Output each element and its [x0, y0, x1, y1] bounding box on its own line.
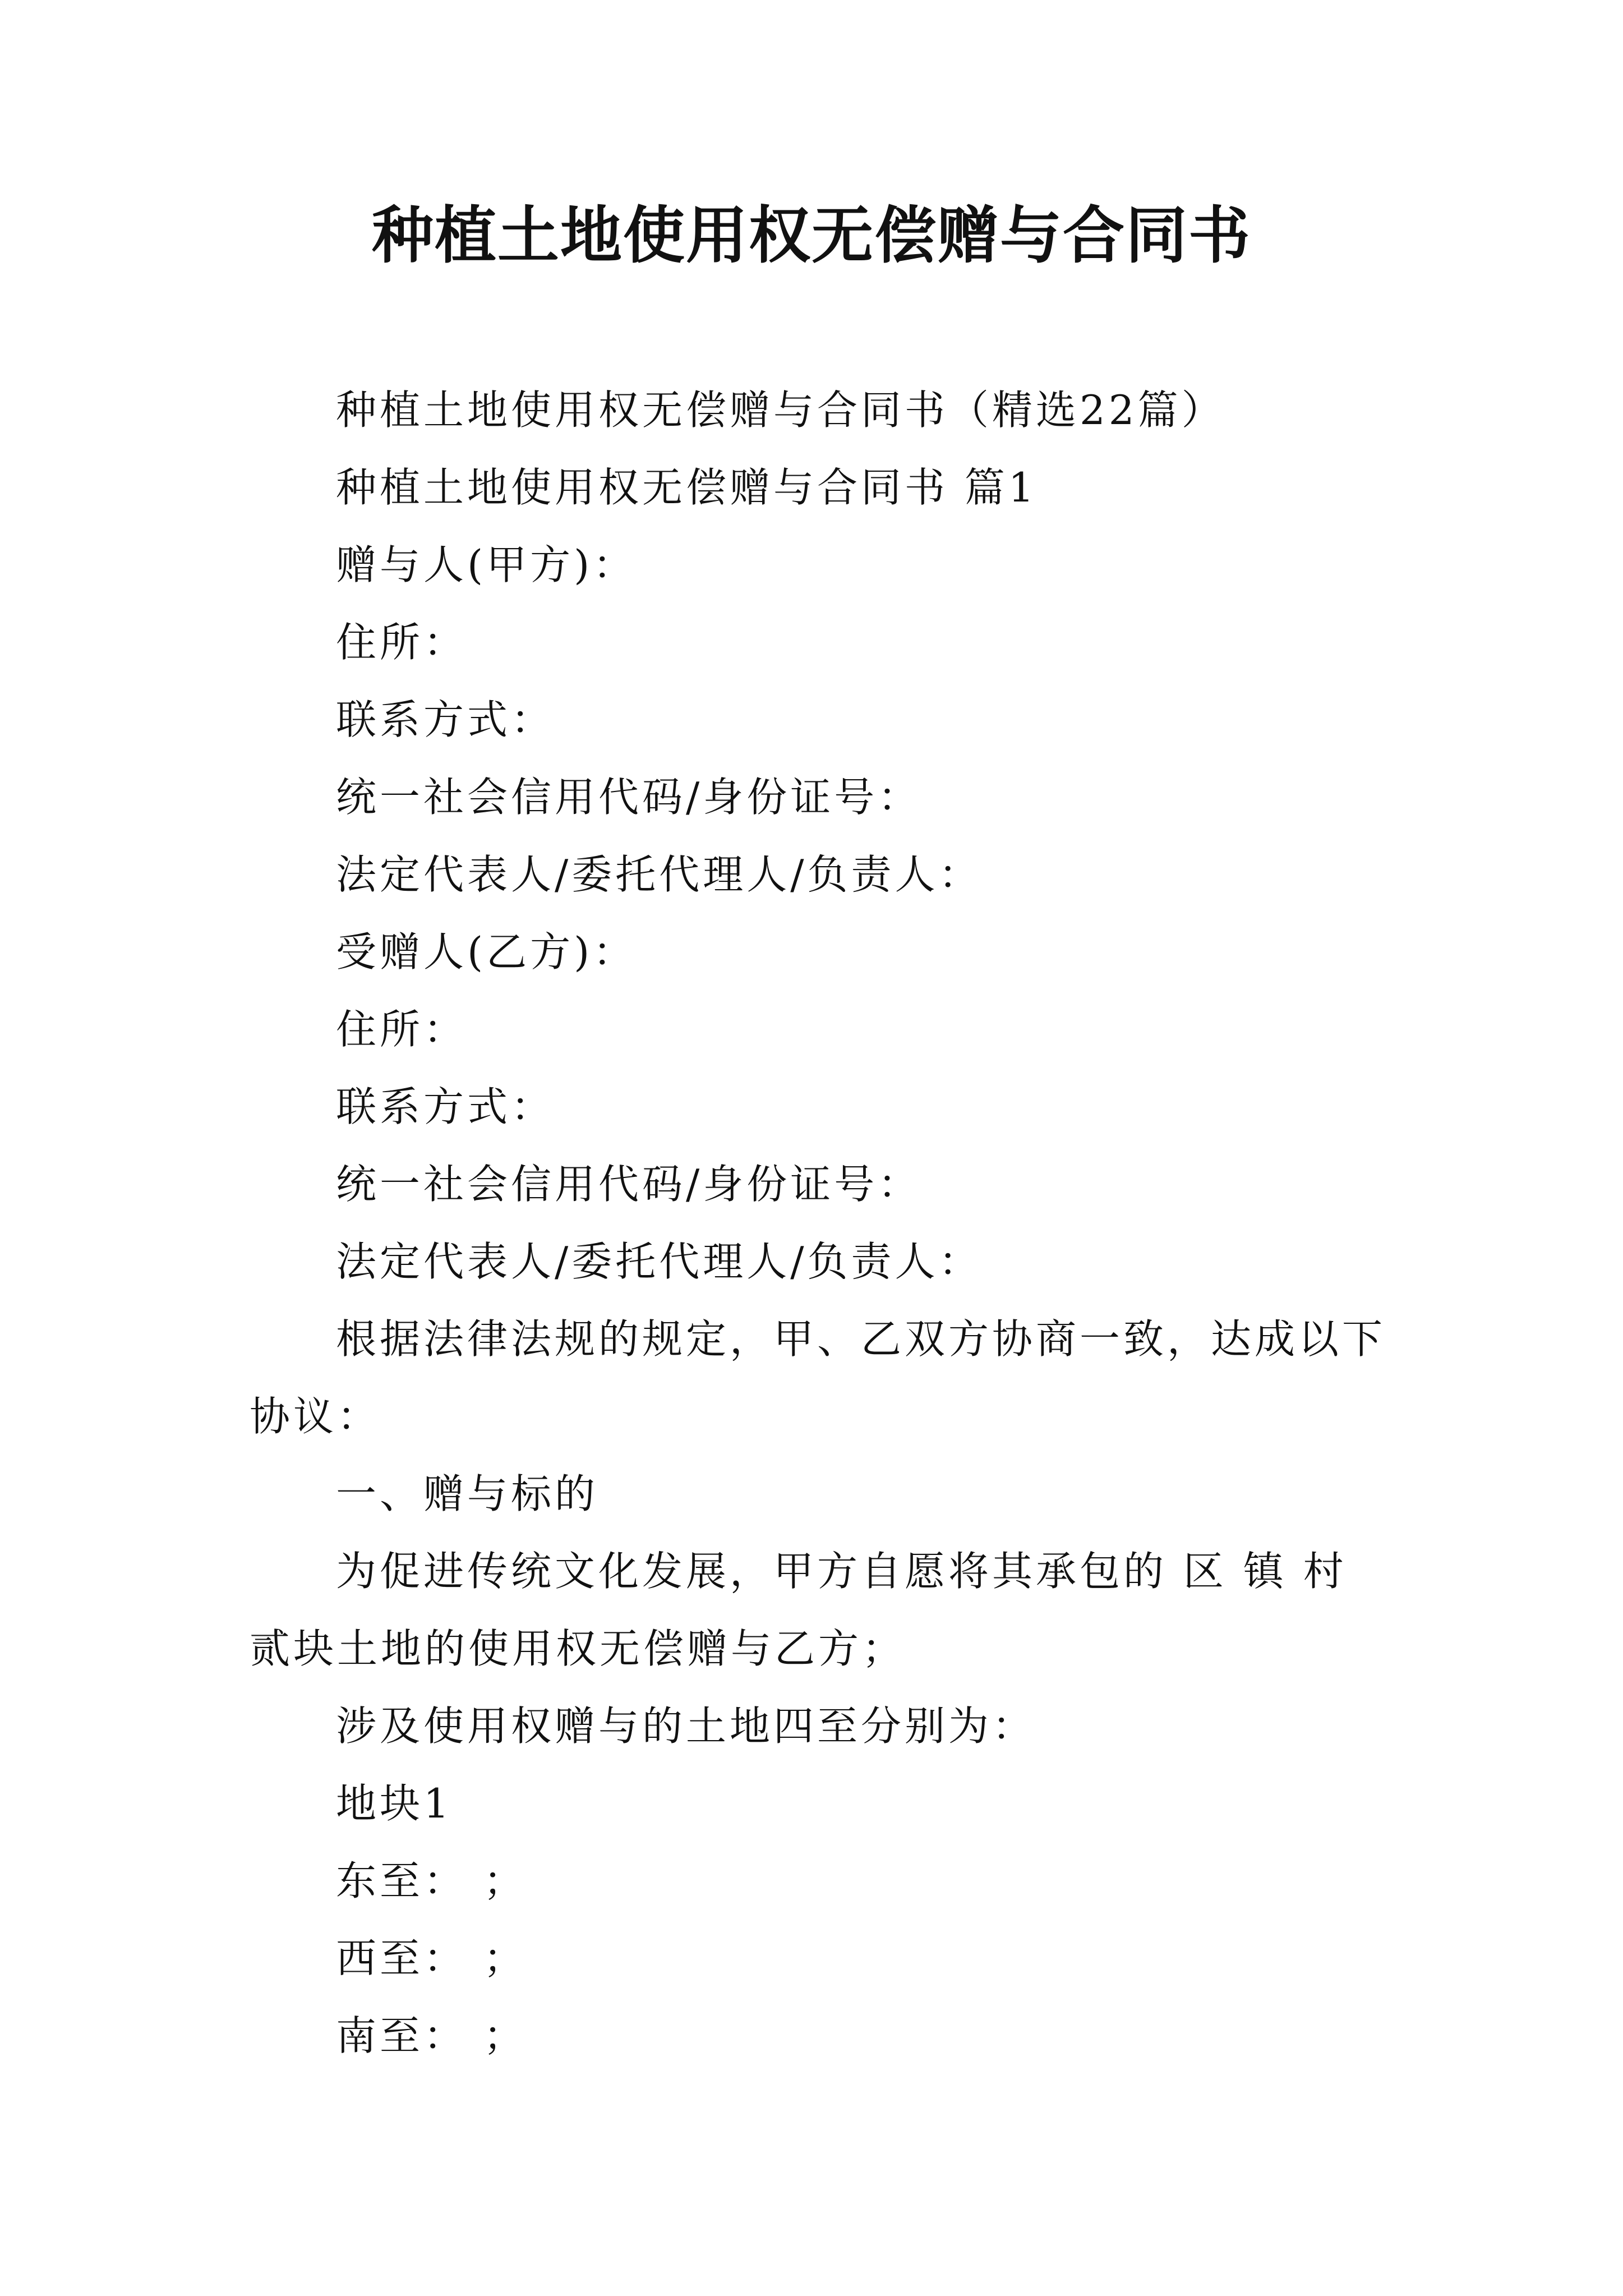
document-title: 种植土地使用权无偿赠与合同书 [372, 199, 1251, 272]
paragraph-donee-representative: 法定代表人/委托代理人/负责人： [336, 1238, 983, 1285]
paragraph-donor: 赠与人(甲方)： [336, 541, 637, 588]
paragraph-donee-contact: 联系方式： [336, 1083, 555, 1130]
paragraph-south-boundary: 南至： ； [336, 2012, 527, 2059]
paragraph-clause-heading: 一、赠与标的 [336, 1470, 599, 1517]
document-body [250, 371, 1388, 2074]
paragraph-donee: 受赠人(乙方)： [336, 928, 637, 976]
paragraph-donor-address: 住所： [336, 619, 468, 666]
paragraph-donee-address: 住所： [336, 1006, 468, 1053]
paragraph-donor-representative: 法定代表人/委托代理人/负责人： [336, 851, 983, 898]
paragraph-boundaries-intro: 涉及使用权赠与的土地四至分别为： [336, 1703, 1036, 1750]
paragraph-agreement-intro: 根据法律法规的规定，甲、乙双方协商一致，达成以下协议： [250, 1315, 1386, 1440]
paragraph-donor-id: 统一社会信用代码/身份证号： [336, 774, 922, 821]
paragraph-east-boundary: 东至： ； [336, 1857, 527, 1904]
paragraph-west-boundary: 西至： ； [336, 1935, 527, 1982]
paragraph-gift-object: 为促进传统文化发展，甲方自愿将其承包的 区 镇 村 贰块土地的使用权无偿赠与乙方； [250, 1548, 1347, 1672]
paragraph-plot-1: 地块1 [336, 1780, 453, 1827]
paragraph-section-heading: 种植土地使用权无偿赠与合同书 篇1 [336, 464, 1038, 511]
paragraph-subtitle: 种植土地使用权无偿赠与合同书（精选22篇） [336, 386, 1225, 434]
paragraph-donee-id: 统一社会信用代码/身份证号： [336, 1161, 922, 1208]
paragraph-donor-contact: 联系方式： [336, 696, 555, 743]
